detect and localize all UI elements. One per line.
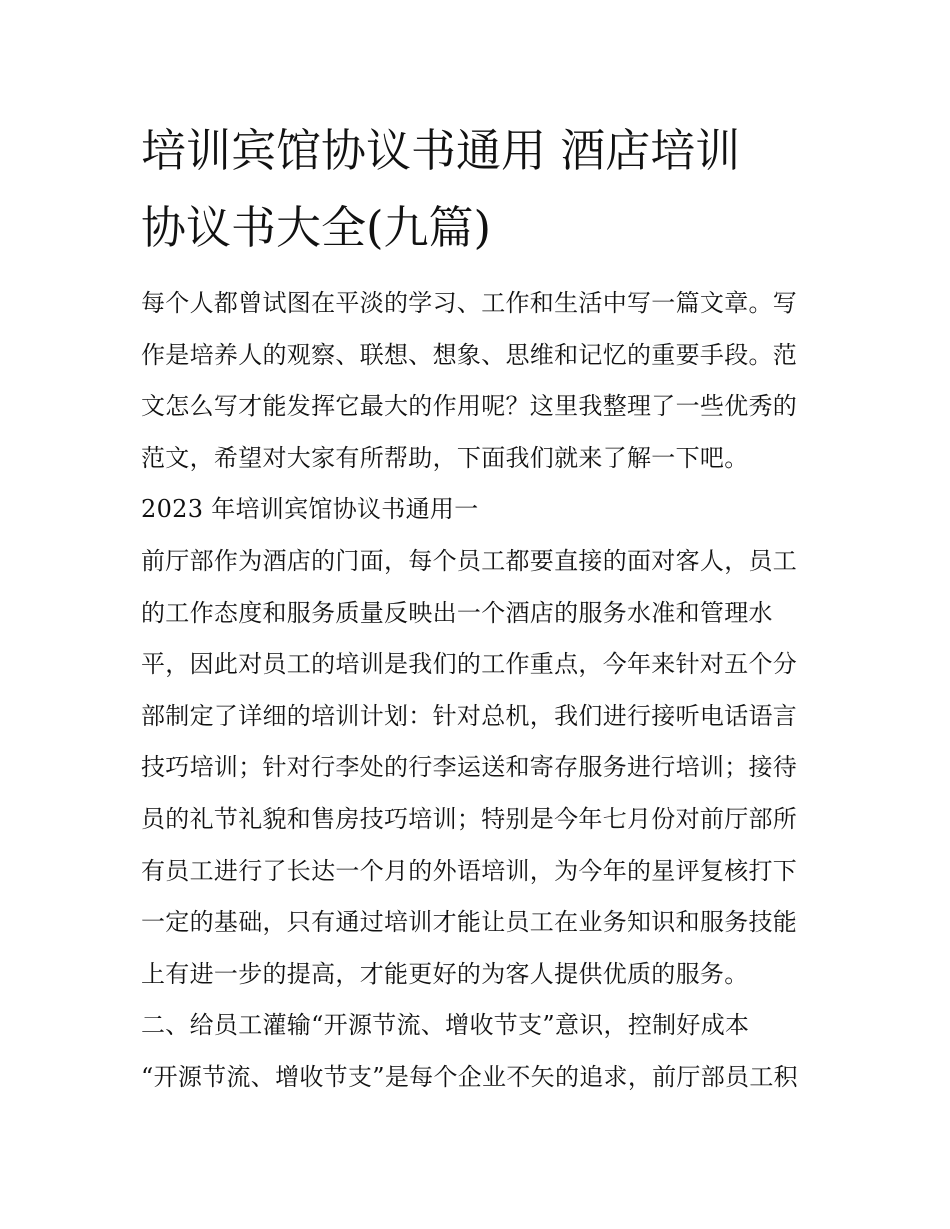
intro-line-1: 每个人都曾试图在平淡的学习、工作和生活中写一篇文章。写 bbox=[141, 289, 798, 317]
paragraph-line-7: 有员工进行了长达一个月的外语培训，为今年的星评复核打下 bbox=[141, 856, 798, 885]
intro-line-4: 范文，希望对大家有所帮助，下面我们就来了解一下吧。 bbox=[141, 443, 749, 472]
paragraph-line-6: 员的礼节礼貌和售房技巧培训；特别是今年七月份对前厅部所 bbox=[141, 804, 798, 833]
paragraph-2-line-1: “开源节流、增收节支”是每个企业不矢的追求，前厅部员工积 bbox=[141, 1062, 798, 1091]
document-title bbox=[141, 112, 821, 266]
section-heading-1: 2023 年培训宾馆协议书通用一 bbox=[141, 495, 479, 524]
intro-line-3: 文怎么写才能发挥它最大的作用呢？这里我整理了一些优秀的 bbox=[141, 392, 798, 421]
paragraph-line-1: 前厅部作为酒店的门面，每个员工都要直接的面对客人，员工 bbox=[141, 546, 798, 575]
document-body bbox=[141, 278, 813, 1104]
intro-line-2: 作是培养人的观察、联想、想象、思维和记忆的重要手段。范 bbox=[141, 340, 798, 369]
paragraph-line-2: 的工作态度和服务质量反映出一个酒店的服务水准和管理水 bbox=[141, 598, 773, 627]
paragraph-line-5: 技巧培训；针对行李处的行李运送和寄存服务进行培训；接待 bbox=[141, 753, 798, 782]
paragraph-line-9: 上有进一步的提高，才能更好的为客人提供优质的服务。 bbox=[141, 959, 749, 988]
title-line-2: 协议书大全(九篇) bbox=[141, 201, 492, 254]
section-heading-2: 二、给员工灌输“开源节流、增收节支”意识，控制好成本 bbox=[141, 1011, 750, 1040]
paragraph-line-4: 部制定了详细的培训计划：针对总机，我们进行接听电话语言 bbox=[141, 701, 798, 730]
title-line-1: 培训宾馆协议书通用 酒店培训 bbox=[141, 124, 741, 177]
paragraph-line-3: 平，因此对员工的培训是我们的工作重点，今年来针对五个分 bbox=[141, 650, 798, 679]
paragraph-line-8: 一定的基础，只有通过培训才能让员工在业务知识和服务技能 bbox=[141, 908, 798, 937]
